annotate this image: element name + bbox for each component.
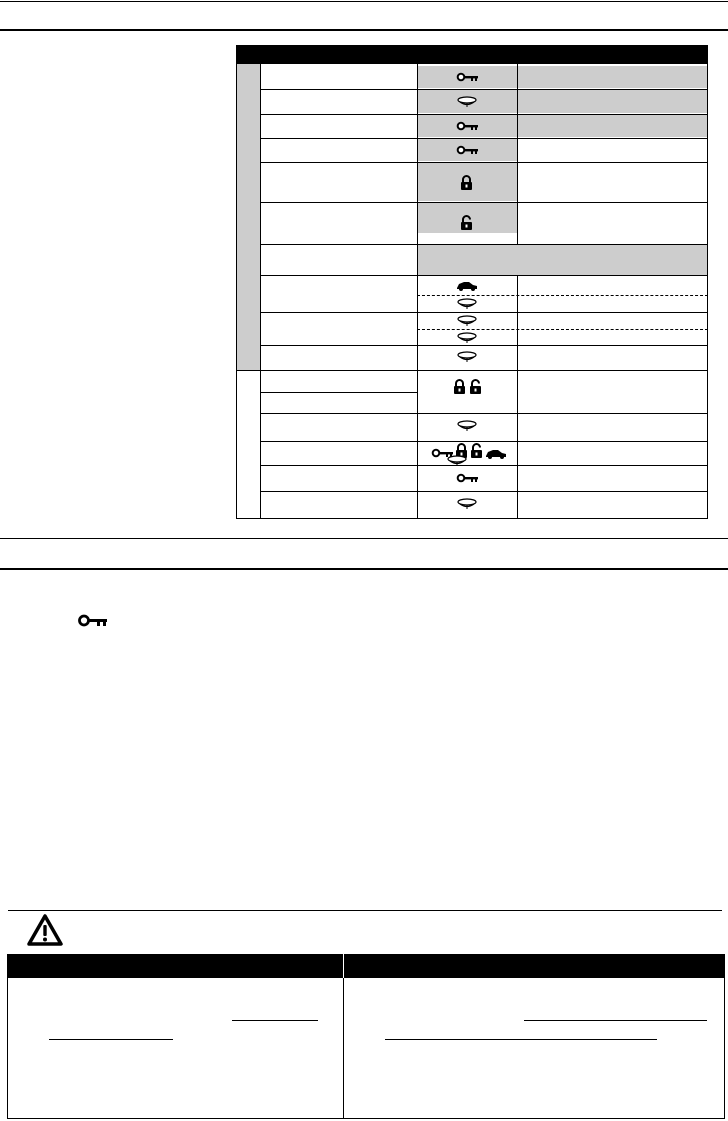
top-rule-1 — [0, 1, 728, 2]
warning-rule — [8, 910, 722, 911]
unlock-icon — [460, 215, 473, 230]
key-icon — [457, 72, 479, 82]
mid-rule-2 — [0, 568, 728, 570]
lock-icon — [460, 175, 473, 190]
siren-icon — [456, 298, 478, 310]
key-icon — [78, 614, 108, 627]
warning-body — [7, 978, 725, 1119]
status-table — [236, 45, 708, 519]
underline-1 — [232, 1020, 318, 1021]
underline-3 — [524, 1020, 707, 1021]
warning-header-col2 — [344, 954, 725, 978]
siren-icon — [456, 315, 478, 327]
underline-4 — [385, 1039, 657, 1040]
car-icon — [456, 279, 478, 291]
siren-icon — [446, 455, 468, 467]
siren-icon — [456, 351, 478, 363]
warning-table — [7, 954, 725, 1119]
siren-icon — [456, 420, 478, 432]
siren-icon — [456, 332, 478, 344]
key-icon — [457, 145, 479, 155]
car-icon — [485, 447, 507, 459]
unlock-icon — [469, 379, 482, 394]
key-icon — [457, 121, 479, 131]
mid-rule-1 — [0, 538, 728, 539]
siren-icon — [456, 498, 478, 510]
key-icon — [457, 473, 479, 483]
siren-icon — [456, 96, 478, 108]
lock-icon — [453, 379, 466, 394]
unlock-icon — [470, 443, 483, 458]
warning-icon — [27, 913, 63, 946]
top-rule-2 — [0, 29, 728, 31]
underline-2 — [49, 1039, 173, 1040]
warning-header-col1 — [7, 954, 343, 978]
